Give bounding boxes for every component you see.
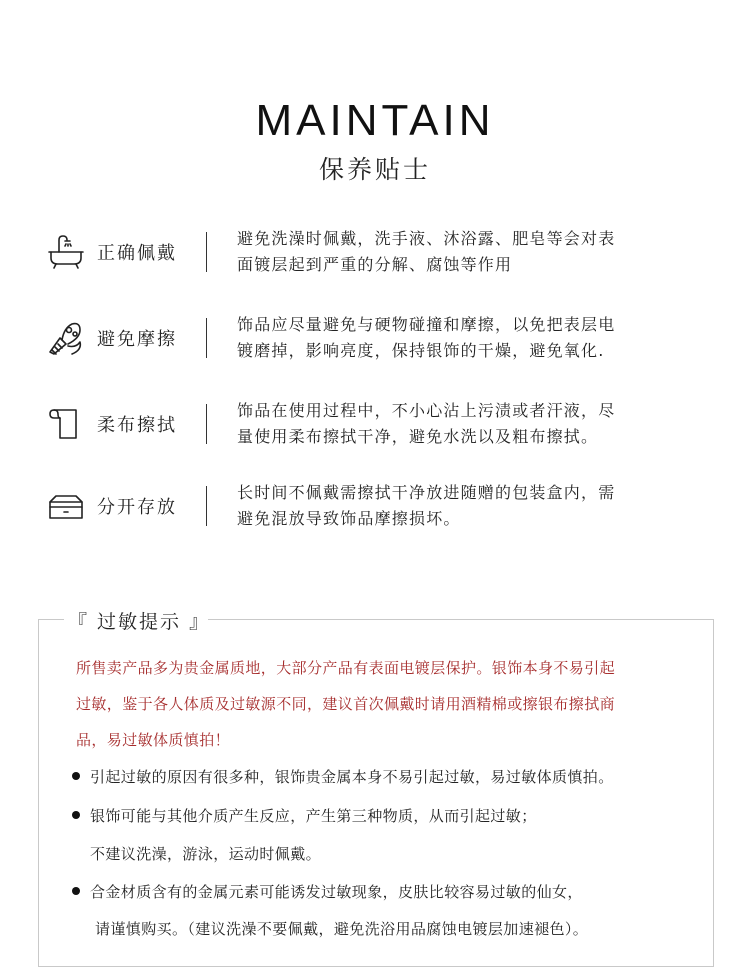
bathtub-icon	[46, 232, 86, 272]
allergy-intro	[76, 650, 696, 758]
page-title-cn: 保养贴士	[318, 155, 431, 184]
bullet-text: 合金材质含有的金属元素可能诱发过敏现象，皮肤比较容易过敏的仙女，	[90, 883, 583, 901]
tip-line: 长时间不佩戴需擦拭干净放进随赠的包装盒内，需	[237, 483, 616, 502]
bullet-continuation: 请谨慎购买。（建议洗澡不要佩戴，避免洗浴用品腐蚀电镀层加速褪色）。	[95, 920, 589, 938]
tip-line: 避免洗澡时佩戴，洗手液、沐浴露、肥皂等会对表	[237, 229, 616, 248]
divider	[208, 619, 714, 620]
intro-line: 所售卖产品多为贵金属质地，大部分产品有表面电镀层保护。银饰本身不易引起	[76, 659, 616, 677]
tip-line: 面镀层起到严重的分解、腐蚀等作用	[237, 255, 513, 274]
tip-line: 饰品应尽量避免与硬物碰撞和摩擦，以免把表层电	[237, 315, 616, 334]
bullet-continuation: 不建议洗澡，游泳，运动时佩戴。	[90, 845, 322, 863]
divider	[206, 486, 207, 526]
tip-line: 避免混放导致饰品摩擦损坏。	[237, 509, 461, 528]
bullet-text: 银饰可能与其他介质产生反应，产生第三种物质，从而引起过敏；	[90, 807, 537, 825]
divider	[206, 232, 207, 272]
tip-description	[237, 480, 687, 532]
list-item	[72, 805, 537, 826]
tip-row	[0, 315, 750, 378]
tip-label: 避免摩擦	[97, 329, 177, 350]
tip-description	[237, 398, 687, 450]
tip-line: 饰品在使用过程中，不小心沾上污渍或者汗液，尽	[237, 401, 616, 420]
list-item	[72, 881, 583, 902]
bullet-dot-icon	[72, 772, 80, 780]
tip-row	[0, 401, 750, 464]
bullet-dot-icon	[72, 887, 80, 895]
list-item	[72, 766, 614, 787]
tip-label: 柔布擦拭	[97, 415, 177, 436]
cloth-icon	[46, 404, 86, 444]
tip-label: 正确佩戴	[97, 243, 177, 264]
tip-description	[237, 312, 687, 364]
intro-line: 过敏，鉴于各人体质及过敏源不同，建议首次佩戴时请用酒精棉或擦银布擦拭商	[76, 695, 616, 713]
intro-line: 品，易过敏体质慎拍！	[76, 731, 231, 749]
bullet-text: 引起过敏的原因有很多种，银饰贵金属本身不易引起过敏，易过敏体质慎拍。	[90, 768, 614, 786]
storage-box-icon	[46, 486, 86, 526]
bullet-dot-icon	[72, 811, 80, 819]
tip-row	[0, 229, 750, 292]
tip-row	[0, 483, 750, 546]
tip-line: 镀磨掉，影响亮度，保持银饰的干燥，避免氧化.	[237, 341, 605, 360]
divider	[38, 619, 64, 620]
divider	[206, 318, 207, 358]
tip-label: 分开存放	[97, 497, 177, 518]
page-title-en: MAINTAIN	[255, 96, 495, 145]
tip-line: 量使用柔布擦拭干净，避免水洗以及粗布擦拭。	[237, 427, 599, 446]
tip-description	[237, 226, 687, 278]
scrub-brush-icon	[46, 318, 86, 358]
divider	[206, 404, 207, 444]
allergy-heading: 『 过敏提示 』	[68, 611, 211, 633]
